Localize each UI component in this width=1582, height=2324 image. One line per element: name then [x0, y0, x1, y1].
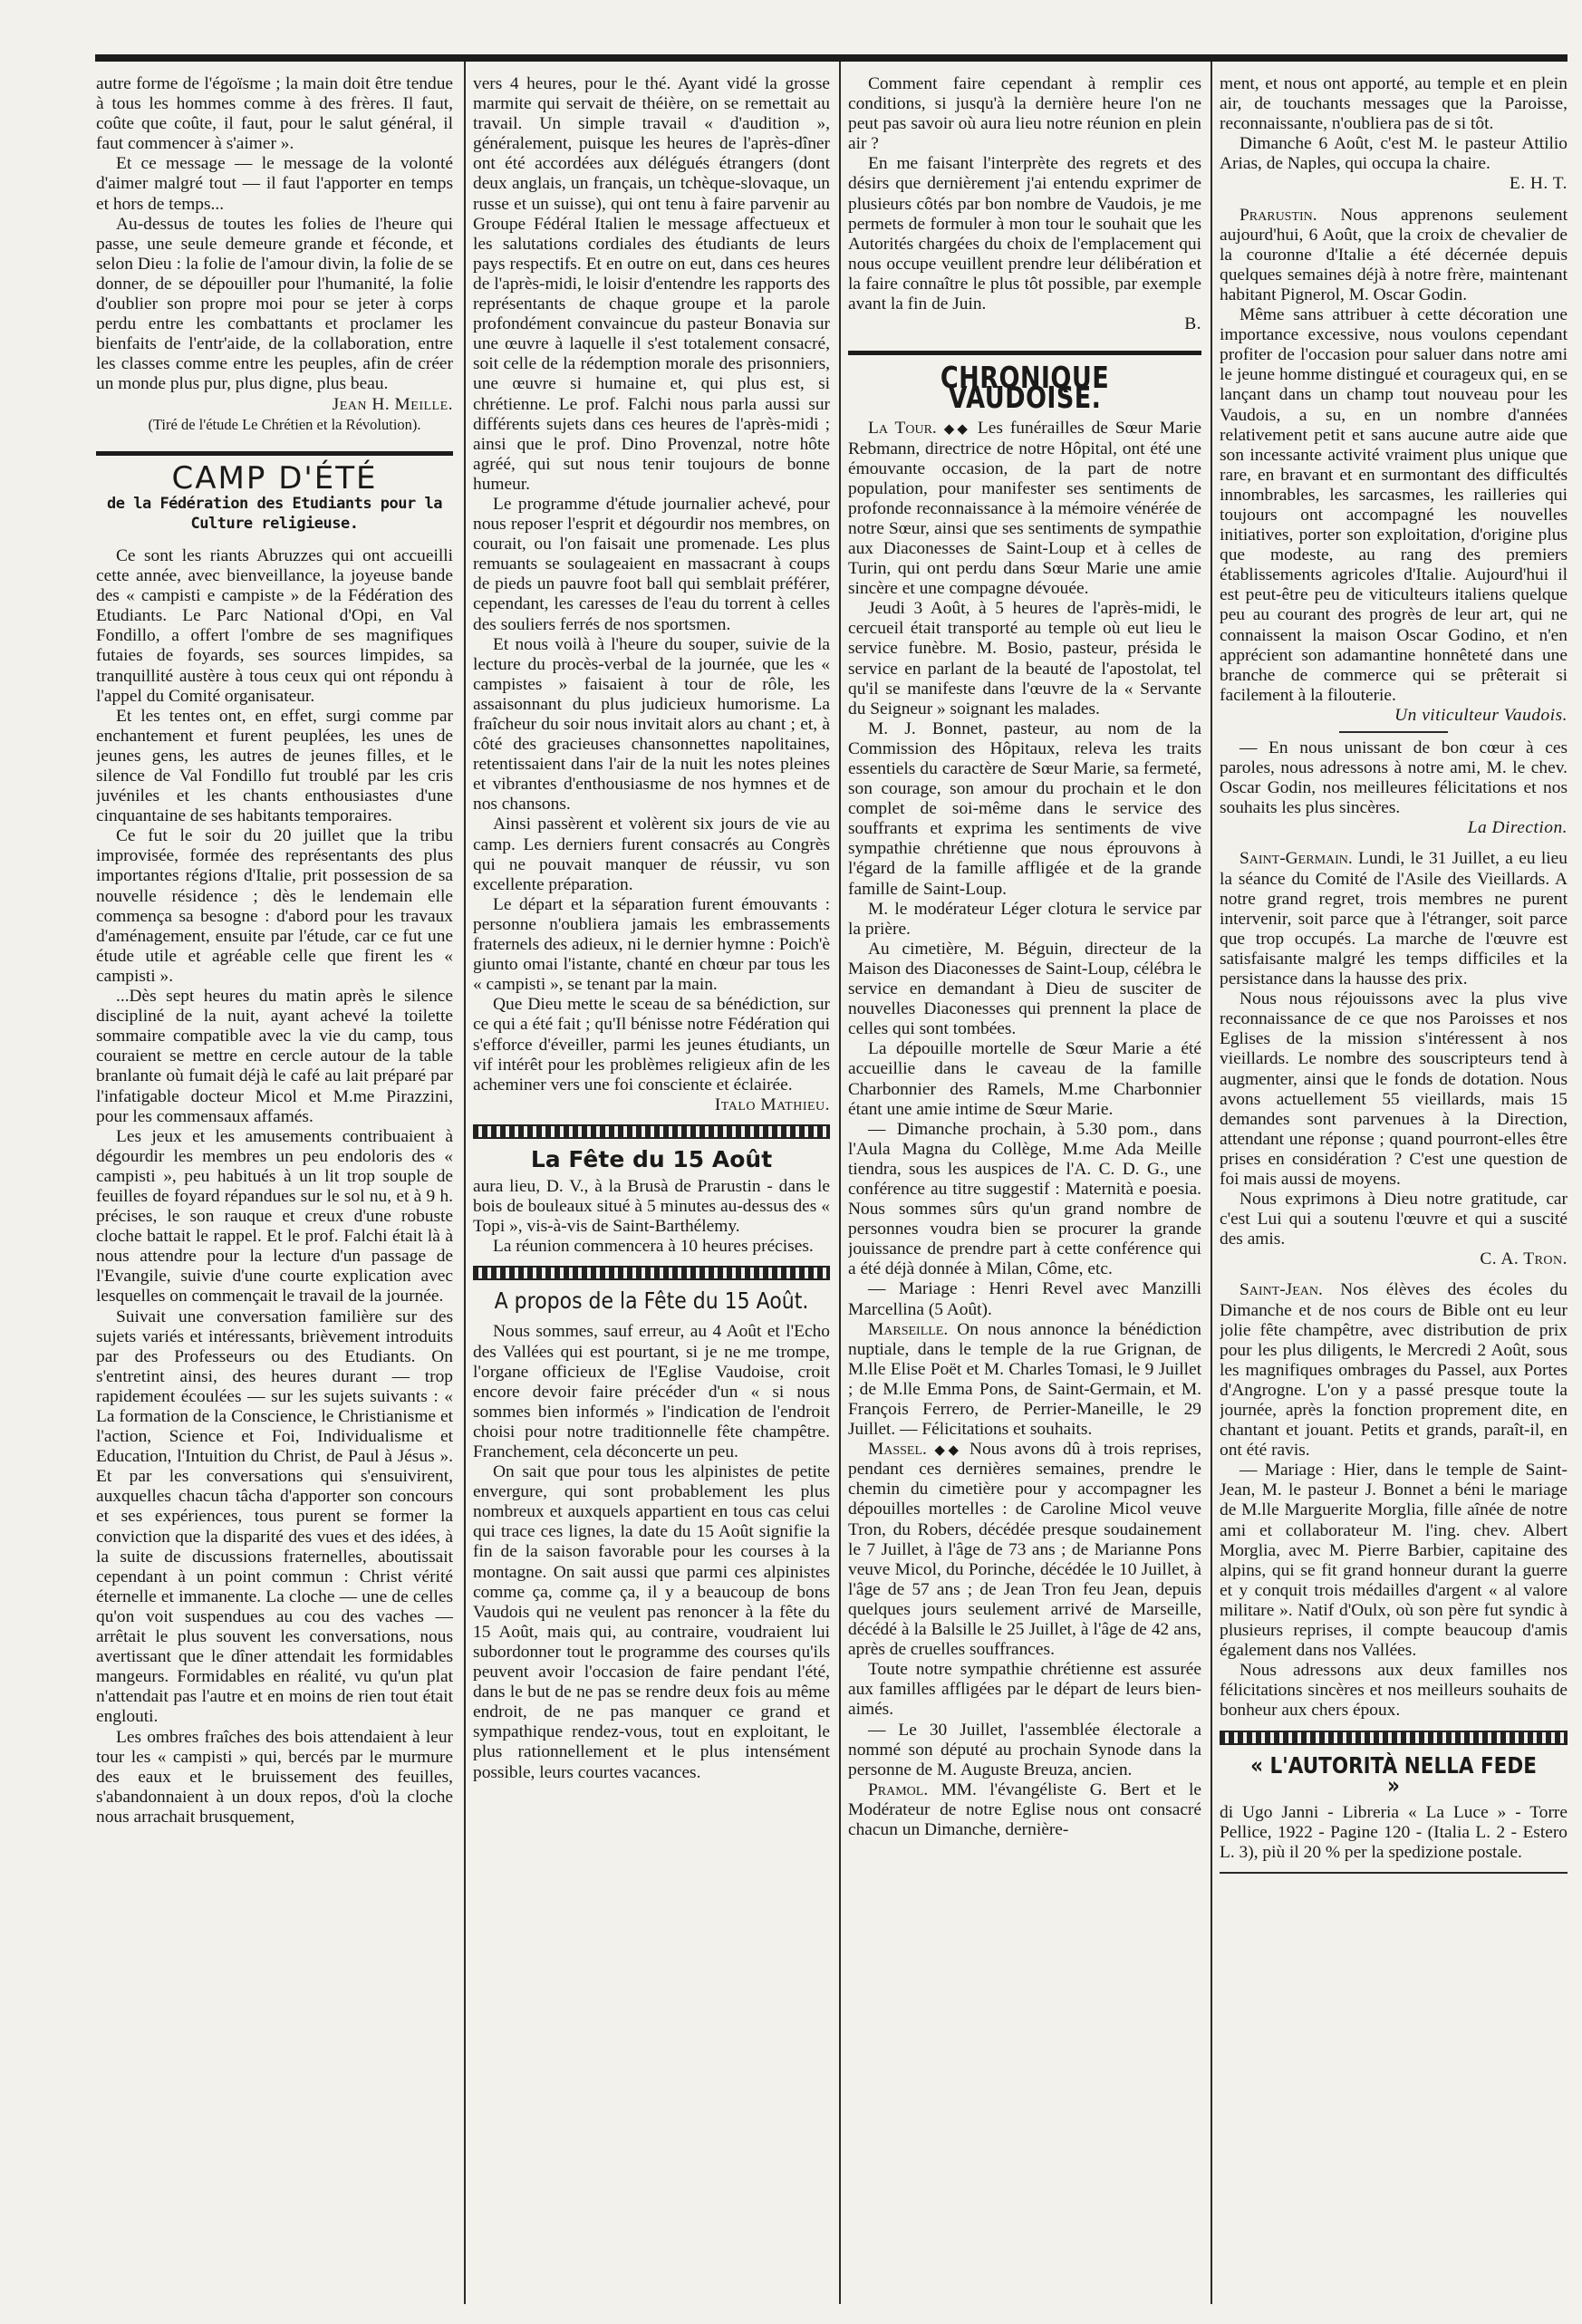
paragraph: Le départ et la séparation furent émouvants : personne n'oubliera jamais les embrassements fraternels des adieux, ni le dernier hymne : Poich'è giunto omai l'istante, chanté en chœur par tous les « campisti », se tenant par la main. — [473, 894, 830, 995]
paragraph: — En nous unissant de bon cœur à ces paroles, nous adressons à notre ami, M. le chev. Oscar Godin, nos meilleures félicitations et nos souhaits les plus sincères. — [1220, 738, 1568, 818]
paragraph: Que Dieu mette le sceau de sa bénédiction, sur ce qui a été fait ; qu'Il bénisse notre Fédération qui s'efforce d'éveiller, parmi les jeunes étudiants, un vif intérêt pour les problèmes religieux afin de les acheminer vers une foi consciente et éclairée. — [473, 995, 830, 1094]
article-title: A propos de la Fête du 15 Août. — [494, 1287, 809, 1315]
paragraph: — Le 30 Juillet, l'assemblée électorale a nommé son député au prochain Synode dans la personne de M. Auguste Breuza, ancien. — [848, 1720, 1201, 1779]
paragraph: Nous nous réjouissons avec la plus vive reconnaissance de ce que nos Paroisses et nos Eglises de la mission s'intéressent à nos vieillards. Le nombre des souscripteurs tend à augmenter, ainsi que le fonds de dotation. Nous avons actuellement 55 vieillards, mais 15 demandes sont parvenues à la Direction, attendant une réponse ; quand pourront-elles être prises en considération ? C'est une question de foi mais aussi de moyens. — [1220, 989, 1568, 1189]
paragraph: Suivait une conversation familière sur des sujets variés et intéressants, brièvement introduits par des Professeurs ou des Etudiants. On s'entretint ainsi, des heures durant — trop rapidement écoulées — sur les sujets suivants : « La formation de la Conscience, le Christianisme et l'action, Science et Foi, Individualisme et Education, l'Intuition du Christ, de Paul à Jésus ». Et par les conversations qui s'ensuivirent, auxquelles chacun tâcha d'apporter son concours et ses expériences, tous purent se former la conviction que la disparité des vues et des idées, à la suite de discussions fraternelles, aboutissait cependant à un point commun : Christ vérité éternelle et immanente. La cloche — une de celles qu'on voit suspendues au cou des vaches — arrêtait le plus souvent les conversations, nous avertissant que le dîner attendait les formidables mangeurs. Formidables en réalité, vu qu'un plat n'attendait pas l'autre et en moins de rien tout était englouti. — [96, 1307, 453, 1727]
paragraph: On nous annonce la bénédiction nuptiale, dans le temple de la rue Grignan, de M.lle Elise Poët et M. Charles Tomasi, le 9 Juillet ; de M.lle Emma Pons, de Saint-Germain, et M. François Ferrero, de Perrier-Maneille, le 29 Juillet. — Félicitations et souhaits. — [848, 1319, 1201, 1440]
paragraph: Nous sommes, sauf erreur, au 4 Août et l'Echo des Vallées qui est pourtant, si je ne me trompe, l'organe officieux de l'Eglise Vaudoise, croit encore devoir faire précéder d'un « si nous sommes bien informés » l'indication de l'endroit choisi pour notre traditionnelle fête champêtre. Franchement, cela déconcerte un peu. — [473, 1322, 830, 1461]
paragraph: En me faisant l'interprète des regrets et des désirs que dernièrement j'ai entendu exprimer de plusieurs côtés par bon nombre de Vaudois, je me permets de formuler à mon tour le souhait que les Autorités chargées du choix de l'emplacement qui nous occupe veuillent prendre leur délibération et la faire connaître le plus tôt possible, par exemple avant la fin de Juin. — [848, 154, 1201, 314]
paragraph: On sait que pour tous les alpinistes de petite envergure, qui sont probablement les plus nombreux et auxquels appartient en tous cas celui qui trace ces lignes, la date du 15 Août signifie la fin de la saison favorable pour les courses à la montagne. On sait aussi que parmi ces alpinistes comme ça, comme ça, il y a beaucoup de bons Vaudois qui ne veulent pas renoncer à la fête du 15 Août, mais qui, au contraire, voudraient lui subordonner tout le programme des courses qu'ils peuvent avoir l'occasion de faire pendant l'été, dans le but de ne pas se rendre deux fois au même endroit, de ne pas manquer ce grand et sympathique rendez-vous, tout en exploitant, le plus rationnellement et le plus intensément possible, leurs courtes vacances. — [473, 1462, 830, 1782]
paragraph: Jeudi 3 Août, à 5 heures de l'après-midi, le cercueil était transporté au temple où eut lieu le service funèbre. M. Bosio, pasteur, présida le service en parlant de la beauté de l'apostolat, tel qu'il se manifeste dans l'œuvre de la « Servante du Seigneur » soignant les malades. — [848, 599, 1201, 718]
signature: Italo Mathieu. — [714, 1094, 830, 1114]
paragraph: autre forme de l'égoïsme ; la main doit être tendue à tous les hommes comme à des frères. Il faut, coûte que coûte, il faut, pour le salut général, il faut commencer à s'aimer ». — [96, 74, 453, 154]
ornamental-rule — [1220, 1731, 1568, 1745]
paragraph: Nos élèves des écoles du Dimanche et de nos cours de Bible ont eu leur jolie fête champêtre, avec distribution de prix pour les plus diligents, le Mercredi 2 Août, sous les magnifiques ombrages du Passel, aux Portes d'Angrogne. L'on y a passé presque toute la journée, après la fonction proprement dite, en chantant et jouant. Petits et grands, paraît-il, en ont été ravis. — [1220, 1280, 1568, 1461]
paragraph: Et ce message — le message de la volonté d'aimer malgré tout — il faut l'apporter en temps et hors de temps... — [96, 154, 453, 214]
place-name: Pramol. — [868, 1779, 929, 1799]
ornamental-rule — [473, 1124, 830, 1139]
place-name: Massel. — [868, 1440, 927, 1460]
paragraph: La réunion commencera à 10 heures précises. — [493, 1237, 814, 1257]
paragraph: aura lieu, D. V., à la Brusà de Prarustin - dans le bois de bouleaux situé à 5 minutes au-dessus des « Topi », vis-à-vis de Saint-Barthélemy. — [473, 1176, 830, 1237]
article-title: CAMP D'ÉTÉ — [171, 459, 378, 497]
paragraph: — Mariage : Hier, dans le temple de Saint-Jean, M. le pasteur J. Bonnet a béni le mariage de M.lle Marguerite Morglia, fille aînée de notre ami et collaborateur M. l'ing. chev. Albert Morglia, avec M. Pierre Barbier, capitaine des alpins, qui se fit grand honneur durant la guerre et y conquit trois médailles d'argent « al valore militare ». Natif d'Oulx, où son père fut syndic à plusieurs reprises, il compte beaucoup d'amis également dans nos Vallées. — [1220, 1461, 1568, 1661]
article-title: La Fête du 15 Août — [530, 1145, 773, 1172]
section-rule — [848, 351, 1201, 355]
paragraph: Ce sont les riants Abruzzes qui ont accueilli cette année, avec bienveillance, la joyeuse bande des « campisti e campiste » de la Fédération des Etudiants. Le Parc National d'Opi, en Val Fondillo, a offert l'ombre de ses magnifiques futaies de foyards, ses sources limpides, sa tranquillité austère à tous ceux qui ont répondu à l'appel du Comité organisateur. — [96, 545, 453, 706]
paragraph: Et les tentes ont, en effet, surgi comme par enchantement et furent peuplées, les unes de jeunes gens, les autres de jeunes filles, et le silence de Val Fondillo fut troublé par les cris juvéniles et les chants enthousiastes d'une cinquantaine de ses habitants temporaires. — [96, 706, 453, 826]
column-divider — [839, 62, 841, 2304]
signature: C. A. Tron. — [1480, 1249, 1568, 1269]
paragraph: — Mariage : Henri Revel avec Manzilli Marcellina (5 Août). — [848, 1279, 1201, 1319]
paragraph: vers 4 heures, pour le thé. Ayant vidé la grosse marmite qui servait de théière, on se remettait au travail. Un simple travail « d'audition », généralement, puisque les heures de l'après-dîner ont été accordées aux délégués étrangers (dont deux anglais, un français, un tchèque-slovaque, un russe et un suisse), qui ont tenu à faire parvenir au Groupe Fédéral Italien le message affectueux et les salutations cordiales des étudiants de leurs pays respectifs. Et en outre on eut, dans ces heures de l'après-midi, le loisir d'entendre les rapports des représentants de chaque groupe et la parole profondément convaincue du pasteur Bonavia sur une œuvre à laquelle il s'est totalement consacré, soit celle de la rédemption morale des prisonniers, une œuvre si humaine et, qui plus est, si chrétienne. Le prof. Falchi nous parla aussi sur différents sujets dans ces heures de l'après-midi ; ainsi que le prof. Dino Provenzal, notre hôte agréé, qui sut nous tenir toujours de bonne humeur. — [473, 74, 830, 494]
paragraph: Nous apprenons seulement aujourd'hui, 6 Août, que la croix de chevalier de la couronne d'Italie a été décernée depuis quelques semaines déjà à notre frère, maintenant habitant Pignerol, M. Oscar Godin. — [1220, 205, 1568, 304]
section-title: CHRONIQUE VAUDOISE. — [940, 360, 1110, 416]
paragraph: Au cimetière, M. Béguin, directeur de la Maison des Diaconesses de Saint-Loup, célébra le service en demandant à Dieu de susciter de nouvelles Diaconesses qui prennent la place de celles qui sont tombées. — [848, 939, 1201, 1039]
paragraph: ment, et nous ont apporté, au temple et en plein air, de touchants messages que la Paroisse, reconnaissante, n'oubliera pas de si tôt. — [1220, 74, 1568, 134]
paragraph: Toute notre sympathie chrétienne est assurée aux familles affligées par le départ de leurs bien-aimés. — [848, 1660, 1201, 1720]
signature: B. — [1184, 314, 1201, 334]
paragraph: Comment faire cependant à remplir ces conditions, si jusqu'à la dernière heure l'on ne peut pas savoir où aura lieu notre réunion en plein air ? — [848, 74, 1201, 154]
paragraph: — Dimanche prochain, à 5.30 pom., dans l'Aula Magna du Collège, M.me Ada Meille tiendra, sous les auspices de l'A. C. D. G., une conférence au titre suggestif : Maternità e poesia. Nous sommes sûrs qu'un grand nombre de personnes voudra bien se procurer la grande jouissance de prendre part à cette conférence qui a été déjà donnée à Milan, Côme, etc. — [848, 1119, 1201, 1279]
advertisement-text: di Ugo Janni - Libreria « La Luce » - Torre Pellice, 1922 - Pagine 120 - (Italia L. 2 - Estero L. 3), più il 20 % per la spedizione postale. — [1220, 1802, 1568, 1862]
paragraph: Les funérailles de Sœur Marie Rebmann, directrice de notre Hôpital, ont été une émouvante occasion, de la part de notre population, pour manifester ses sentiments de profonde reconnaissance à la mémoire vénérée de notre Sœur, ainsi que ses sentiments de sympathie aux Diaconesses de Saint-Loup et à celles de Turin, qui ont perdu dans Sœur Marie une amie sincère et une compagne dévouée. — [848, 419, 1201, 599]
paragraph: Et nous voilà à l'heure du souper, suivie de la lecture du procès-verbal de la journée, que les « campistes » faisaient à tour de rôle, les assaisonnant du plus judicieux humorisme. La fraîcheur du soir nous invitait alors au chant ; et, à côté des gracieuses chansonnettes napolitaines, retentissaient dans l'air de la nuit les notes pleines et vibrantes d'enthousiasme de nos hymnes et de nos chansons. — [473, 634, 830, 815]
column-divider — [464, 62, 466, 2304]
place-name: Marseille. — [868, 1319, 949, 1339]
section-rule — [1220, 1872, 1568, 1874]
column-2 — [473, 74, 830, 2303]
advertisement-title: « L'AUTORITÀ NELLA FEDE » — [1250, 1751, 1537, 1798]
column-1 — [96, 74, 453, 2303]
article-subtitle: de la Fédération des Etudiants pour la Culture religieuse. — [107, 494, 442, 533]
paragraph: Nous avons dû à trois reprises, pendant ces dernières semaines, prendre le chemin du cimetière pour y accompagner les dépouilles mortelles : de Caroline Micol veuve Tron, du Robers, décédée presque soudainement le 7 Juillet, à l'âge de 73 ans ; de Marianne Pons veuve Micol, du Porinche, décédée le 10 Juillet, à l'âge de 57 ans ; de Jean Tron feu Jean, depuis quelques jours seulement arrivé de Marseille, décédé à la Balsille le 25 Juillet, à l'âge de 42 ans, après de cruelles souffrances. — [848, 1440, 1201, 1660]
paragraph: Dimanche 6 Août, c'est M. le pasteur Attilio Arias, de Naples, qui occupa la chaire. — [1220, 134, 1568, 174]
place-name: La Tour. — [868, 419, 937, 439]
diamond-icon: ◆◆ — [934, 1442, 962, 1459]
signature: Un viticulteur Vaudois. — [1394, 705, 1568, 725]
paragraph: Au-dessus de toutes les folies de l'heure qui passe, une seule demeure grande et féconde, et selon Dieu : la folie de l'amour divin, la folie de se donner, de se dépouiller pour l'humanité, la folie d'oublier son propre moi pour se jeter à corps perdu entre les combattants et proclamer les bienfaits de l'entr'aide, de la collaboration, entre les classes comme entre les peuples, afin de créer un monde plus pur, plus digne, plus beau. — [96, 214, 453, 394]
diamond-icon: ◆◆ — [943, 420, 970, 438]
column-4 — [1220, 74, 1568, 2303]
paragraph: Lundi, le 31 Juillet, a eu lieu la séance du Comité de l'Asile des Vieillards. A notre grand regret, trois membres ne purent intervenir, soit parce que à l'étranger, soit parce que trop occupés. La marche de l'œuvre est satisfaisante malgré les temps difficiles et la persistance dans la hausse des prix. — [1220, 849, 1568, 989]
paragraph: Nous adressons aux deux familles nos félicitations sincères et nos meilleurs souhaits de bonheur aux chers époux. — [1220, 1661, 1568, 1721]
short-rule — [1339, 731, 1448, 733]
paragraph: MM. l'évangéliste G. Bert et le Modérateur de notre Eglise nous ont consacré chacun un Dimanche, dernière- — [848, 1779, 1201, 1839]
paragraph: Les ombres fraîches des bois attendaient à leur tour les « campisti » qui, bercés par le murmure des eaux et le bruissement des feuilles, s'abandonnaient à un doux repos, d'où la cloche nous arrachait brusquement, — [96, 1727, 453, 1827]
paragraph: Le programme d'étude journalier achevé, pour nous reposer l'esprit et dégourdir nos membres, on courait, ou l'on faisait une promenade. Les plus remuants se soulageaient en massacrant à coups de pieds un pauvre foot ball qui semblait préférer, cependant, les caresses de l'eau du torrent à celles des souliers ferrés de nos sportsmen. — [473, 494, 830, 634]
place-name: Prarustin. — [1240, 205, 1317, 225]
paragraph: Les jeux et les amusements contribuaient à dégourdir les membres un peu endoloris des « campisti », peu habitués à un lit trop souple de feuilles de foyard répandues sur le sol nu, et à 9 h. précises, le son rauque et creux d'une robuste cloche battait le rappel. Et le prof. Falchi était là à nous attendre pour la lecture d'un passage de l'Evangile, suivie d'une courte explication avec lesquelles on commençait le travail de la journée. — [96, 1126, 453, 1307]
signature: Jean H. Meille. — [332, 394, 453, 414]
signature: La Direction. — [1467, 818, 1568, 838]
paragraph: Ainsi passèrent et volèrent six jours de vie au camp. Les derniers furent consacrés au Congrès qui ne pouvait manquer de réussir, vu son excellente préparation. — [473, 815, 830, 894]
place-name: Saint-Germain. — [1240, 849, 1353, 869]
column-3 — [848, 74, 1201, 2303]
place-name: Saint-Jean. — [1240, 1280, 1323, 1300]
paragraph: Nous exprimons à Dieu notre gratitude, car c'est Lui qui a soutenu l'œuvre et qui a suscité des amis. — [1220, 1190, 1568, 1249]
ornamental-rule — [473, 1266, 830, 1280]
top-rule — [95, 54, 1568, 62]
source-note: (Tiré de l'étude Le Chrétien et la Révolution). — [148, 415, 421, 433]
paragraph: ...Dès sept heures du matin après le silence discipliné de la nuit, ayant achevé la toilette sommaire compatible avec la vie du camp, tous couraient se mettre en cercle autour de la table branlante où fumait déjà le café au lait préparé par l'infatigable docteur Micol et M.me Pirazzini, pour les commensaux affamés. — [96, 987, 453, 1126]
paragraph: Même sans attribuer à cette décoration une importance excessive, nous voulons cependant profiter de l'occasion pour saluer dans notre ami le jeune homme distingué et courageux qui, en se lançant dans un champ tout nouveau pour les Vaudois, a su, en un nombre d'années relativement petit et sans aucune autre aide que son incessante activité vraiment plus unique que rare, en bravant et en surmontant des difficultés innombrables, les sarcasmes, les railleries qui toujours ont accompagné les nouvelles initiatives, porter son exploitation, d'origine plus que modeste, au rang des premiers établissements agricoles d'Italie. Aujourd'hui il est peut-être peu de viticulteurs italiens quelque peu au courant des progrès de leur art, qui ne connaissent la maison Oscar Godino, et n'en apprécient son adamantine honnêteté dans une branche de commerce qui se prêterait si facilement à la filouterie. — [1220, 305, 1568, 705]
paragraph: Ce fut le soir du 20 juillet que la tribu improvisée, formée des représentants des plus importantes régions d'Italie, prit possession de sa nouvelle résidence ; dès le lendemain elle commença sa besogne : d'abord pour les travaux d'aménagement, ensuite par l'étude, car ce fut une étude utile et agréable celle que firent les « campisti ». — [96, 826, 453, 986]
paragraph: M. le modérateur Léger clotura le service par la prière. — [848, 899, 1201, 939]
column-divider — [1211, 62, 1212, 2304]
section-rule — [96, 451, 453, 456]
signature: E. H. T. — [1509, 174, 1568, 194]
paragraph: M. J. Bonnet, pasteur, au nom de la Commission des Hôpitaux, releva les traits essentiels du caractère de Sœur Marie, sa fermeté, son courage, son amour du prochain et le don complet de soi-même dans le service des souffrants et exprima les sentiments de vive sympathie chrétienne que nous éprouvons à l'égard de la famille affligée et de la grande famille de Saint-Loup. — [848, 718, 1201, 899]
paragraph: La dépouille mortelle de Sœur Marie a été accueillie dans le caveau de la famille Charbonnier des Ramels, M.me Charbonnier étant une amie intime de Sœur Marie. — [848, 1039, 1201, 1119]
